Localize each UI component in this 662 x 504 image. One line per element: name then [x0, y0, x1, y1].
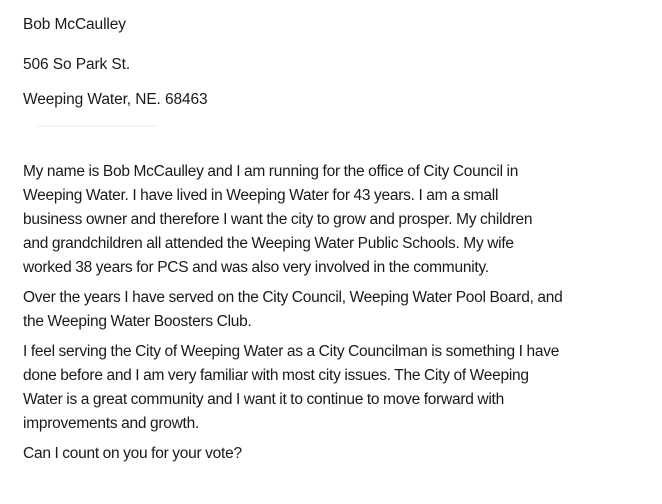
sender-street: 506 So Park St. — [23, 56, 131, 73]
paragraph-line: Weeping Water. I have lived in Weeping Water for 43 years. I am a small — [23, 187, 499, 204]
paragraph-line: I feel serving the City of Weeping Water as a City Councilman is something I have — [23, 343, 560, 360]
paragraph-line: Can I count on you for your vote? — [23, 445, 242, 462]
paragraph-experience — [23, 340, 653, 436]
paragraph-line: and grandchildren all attended the Weeping Water Public Schools. My wife — [23, 235, 514, 252]
paragraph-line: Water is a great community and I want it to continue to move forward with — [23, 391, 504, 408]
scan-artifact-divider — [37, 125, 157, 127]
paragraph-introduction — [23, 160, 653, 280]
sender-name: Bob McCaulley — [23, 16, 126, 33]
paragraph-line: Over the years I have served on the City Council, Weeping Water Pool Board, and — [23, 289, 563, 306]
paragraph-service — [23, 286, 653, 334]
paragraph-line: business owner and therefore I want the city to grow and prosper. My children — [23, 211, 533, 228]
paragraph-line: the Weeping Water Boosters Club. — [23, 313, 252, 330]
sender-city-state-zip: Weeping Water, NE. 68463 — [23, 91, 208, 108]
paragraph-line: My name is Bob McCaulley and I am running for the office of City Council in — [23, 163, 519, 180]
paragraph-closing — [23, 442, 653, 466]
paragraph-line: improvements and growth. — [23, 415, 200, 432]
paragraph-line: worked 38 years for PCS and was also very involved in the community. — [23, 259, 489, 276]
paragraph-line: done before and I am very familiar with most city issues. The City of Weeping — [23, 367, 529, 384]
